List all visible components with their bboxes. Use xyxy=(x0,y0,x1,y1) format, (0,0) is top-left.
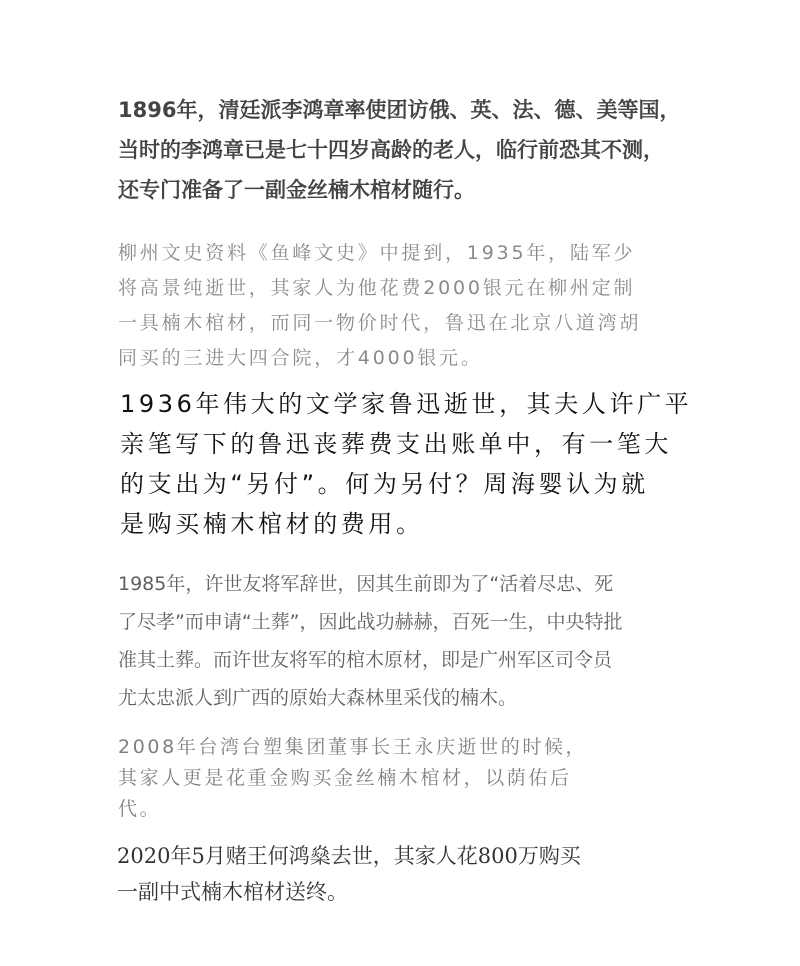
paragraph-wang-yongqing: 2008年台湾台塑集团董事长王永庆逝世的时候， 其家人更是花重金购买金丝楠木棺材，以荫佑后 代。 xyxy=(118,736,588,820)
paragraph-stanley-ho: 2020年5月赌王何鸿燊去世，其家人花800万购买 一副中式楠木棺材送终。 xyxy=(117,844,581,904)
paragraph-li-hongzhang: 1896年，清廷派李鸿章率使团访俄、英、法、德、美等国， 当时的李鸿章已是七十四岁高龄的老人，临行前恐其不测， 还专门准备了一副金丝楠木棺材随行。 xyxy=(118,98,681,202)
paragraph-lu-xun: 1936年伟大的文学家鲁迅逝世，其夫人许广平 亲笔写下的鲁迅丧葬费支出账单中，有一笔大 的支出为“另付”。何为另付？周海婴认为就 是购买楠木棺材的费用。 xyxy=(120,390,693,538)
paragraph-gao-jingchun: 柳州文史资料《鱼峰文史》中提到，1935年，陆军少 将高景纯逝世，其家人为他花费2000银元在柳州定制 一具楠木棺材，而同一物价时代，鲁迅在北京八道湾胡 同买的三进大四合院，才4000银元。 xyxy=(118,242,642,369)
paragraph-xu-shiyou: 1985年，许世友将军辞世，因其生前即为了“活着尽忠、死 了尽孝”而申请“土葬”，因此战功赫赫，百死一生，中央特批 准其土葬。而许世友将军的棺木原材，即是广州军区司令员 尤太忠派人到广西的原始大森林里采伐的楠木。 xyxy=(118,573,623,709)
